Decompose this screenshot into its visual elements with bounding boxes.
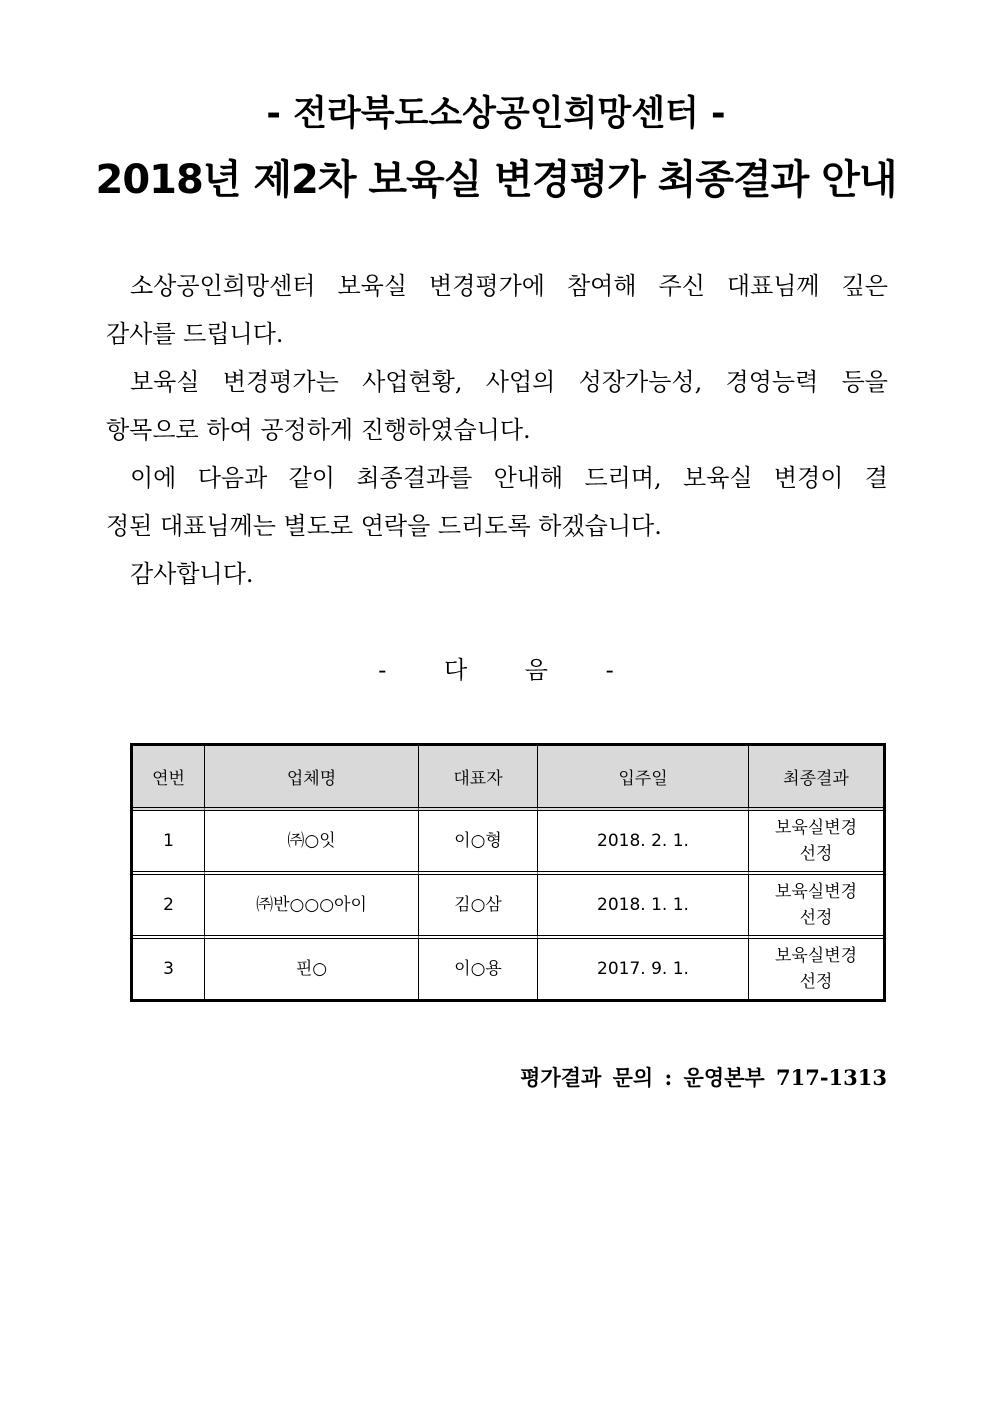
cell-date: 2018. 2. 1. (538, 811, 749, 875)
header-date: 입주일 (538, 746, 749, 811)
header-no: 연번 (133, 746, 205, 811)
body-text (106, 262, 888, 598)
cell-no: 3 (133, 939, 205, 999)
result-line-2: 선정 (799, 844, 833, 864)
paragraph-1-line-2: 감사를 드립니다. (106, 320, 284, 348)
table-row (133, 875, 883, 939)
organization-title: - 전라북도소상공인희망센터 - (266, 94, 726, 134)
header-company: 업체명 (205, 746, 419, 811)
result-line-2: 선정 (799, 972, 833, 992)
cell-date: 2018. 1. 1. (538, 875, 749, 939)
cell-result (749, 939, 883, 999)
cell-ceo: 이○용 (419, 939, 538, 999)
paragraph-1-line-1: 소상공인희망센터 보육실 변경평가에 참여해 주신 대표님께 깊은 (130, 272, 888, 300)
table-header-row (133, 746, 883, 811)
cell-no: 2 (133, 875, 205, 939)
result-table (130, 743, 886, 1002)
result-line-2: 선정 (799, 908, 833, 928)
header-ceo: 대표자 (419, 746, 538, 811)
paragraph-2-line-1: 보육실 변경평가는 사업현황, 사업의 성장가능성, 경영능력 등을 (130, 368, 888, 396)
cell-ceo: 이○형 (419, 811, 538, 875)
cell-no: 1 (133, 811, 205, 875)
result-line-1: 보육실변경 (774, 946, 858, 966)
cell-company: 핀○ (205, 939, 419, 999)
paragraph-4: 감사합니다. (130, 560, 254, 588)
cell-result (749, 811, 883, 875)
paragraph-3-line-2: 정된 대표님께는 별도로 연락을 드리도록 하겠습니다. (106, 512, 662, 540)
cell-result (749, 875, 883, 939)
notice-heading: - 다 음 - (378, 656, 614, 684)
cell-company: ㈜반○○○아이 (205, 875, 419, 939)
cell-company: ㈜○잇 (205, 811, 419, 875)
table-row (133, 811, 883, 875)
result-line-1: 보육실변경 (774, 818, 858, 838)
paragraph-3-line-1: 이에 다음과 같이 최종결과를 안내해 드리며, 보육실 변경이 결 (130, 464, 888, 492)
paragraph-2-line-2: 항목으로 하여 공정하게 진행하였습니다. (106, 416, 531, 444)
header-result: 최종결과 (749, 746, 883, 811)
page-title: 2018년 제2차 보육실 변경평가 최종결과 안내 (95, 157, 897, 203)
cell-ceo: 김○삼 (419, 875, 538, 939)
contact-info: 평가결과 문의 : 운영본부 717-1313 (520, 1065, 887, 1090)
table-row (133, 939, 883, 999)
result-line-1: 보육실변경 (774, 882, 858, 902)
cell-date: 2017. 9. 1. (538, 939, 749, 999)
